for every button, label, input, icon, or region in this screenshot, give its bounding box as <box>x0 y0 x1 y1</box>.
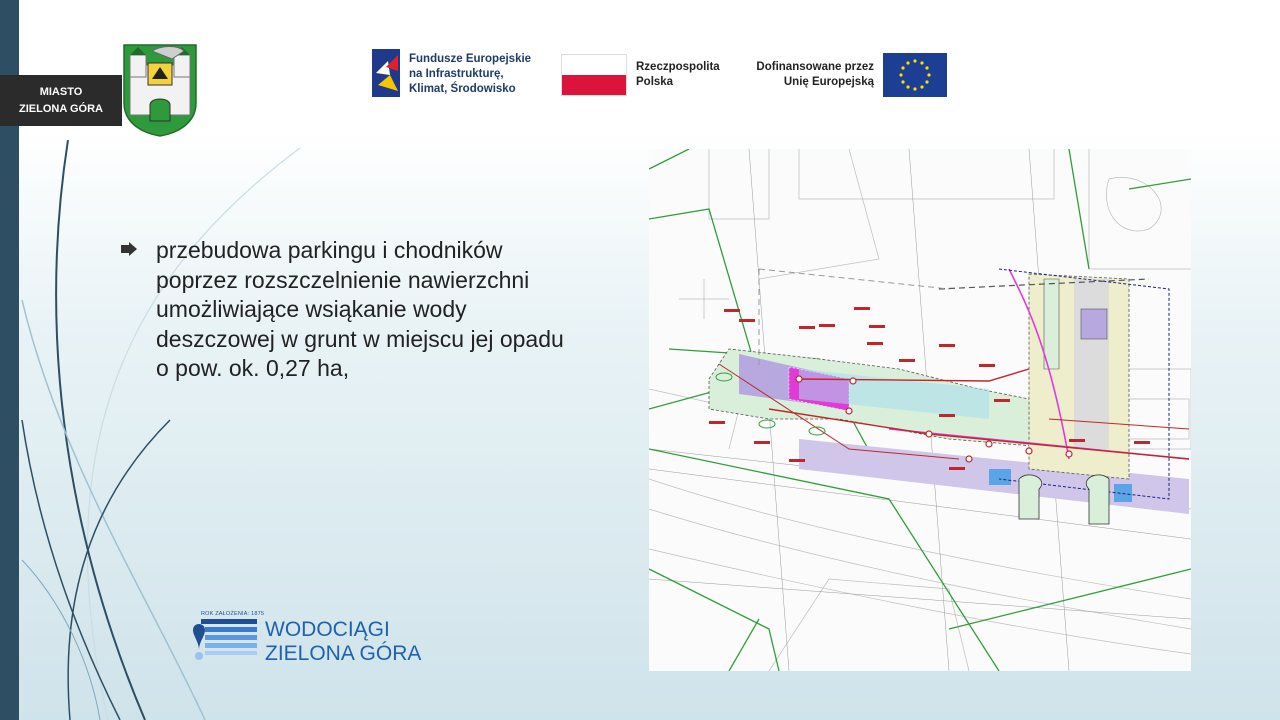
bullet-text <box>156 236 636 384</box>
wodociagi-brand-text <box>265 618 421 666</box>
founded-year-text: ROK ZAŁOŻENIA: 1875 <box>201 611 265 617</box>
eu-funds-logo-icon <box>368 45 404 101</box>
poland-line-2: Polska <box>636 76 674 88</box>
city-label-line-2: ZIELONA GÓRA <box>19 102 103 115</box>
brand-line-2: ZIELONA GÓRA <box>265 642 422 665</box>
arrow-bullet-icon <box>121 242 137 256</box>
eu-cofunded-line-2: Unię Europejską <box>783 76 874 88</box>
coat-of-arms-icon <box>122 43 198 137</box>
bullet-line-3: umożliwiające wsiąkanie wody <box>156 296 467 322</box>
eu-funds-line-1: Fundusze Europejskie <box>409 53 532 65</box>
eu-funds-line-2: na Infrastrukturę, <box>409 68 504 80</box>
city-label-line-1: MIASTO <box>39 85 83 98</box>
eu-flag-icon <box>883 53 947 97</box>
bullet-line-1: przebudowa parkingu i chodników <box>156 237 503 263</box>
eu-funds-line-3: Klimat, Środowisko <box>409 83 516 95</box>
brand-line-1: WODOCIĄGI <box>265 618 390 641</box>
site-plan-drawing <box>649 149 1191 671</box>
bullet-line-5: o pow. ok. 0,27 ha, <box>156 355 350 381</box>
poland-text <box>636 60 720 90</box>
city-label <box>0 75 122 126</box>
eu-cofunded-line-1: Dofinansowane przez <box>756 61 874 73</box>
poland-line-1: Rzeczpospolita <box>636 61 720 73</box>
site-plan-map <box>649 149 1191 671</box>
eu-funds-text <box>409 52 531 97</box>
bullet-line-2: poprzez rozszczelnienie nawierzchni <box>156 266 530 293</box>
eu-cofunded-text <box>750 60 874 90</box>
bullet-line-4: deszczowej w grunt w miejscu jej opadu <box>156 325 564 352</box>
poland-flag-icon <box>561 54 627 96</box>
